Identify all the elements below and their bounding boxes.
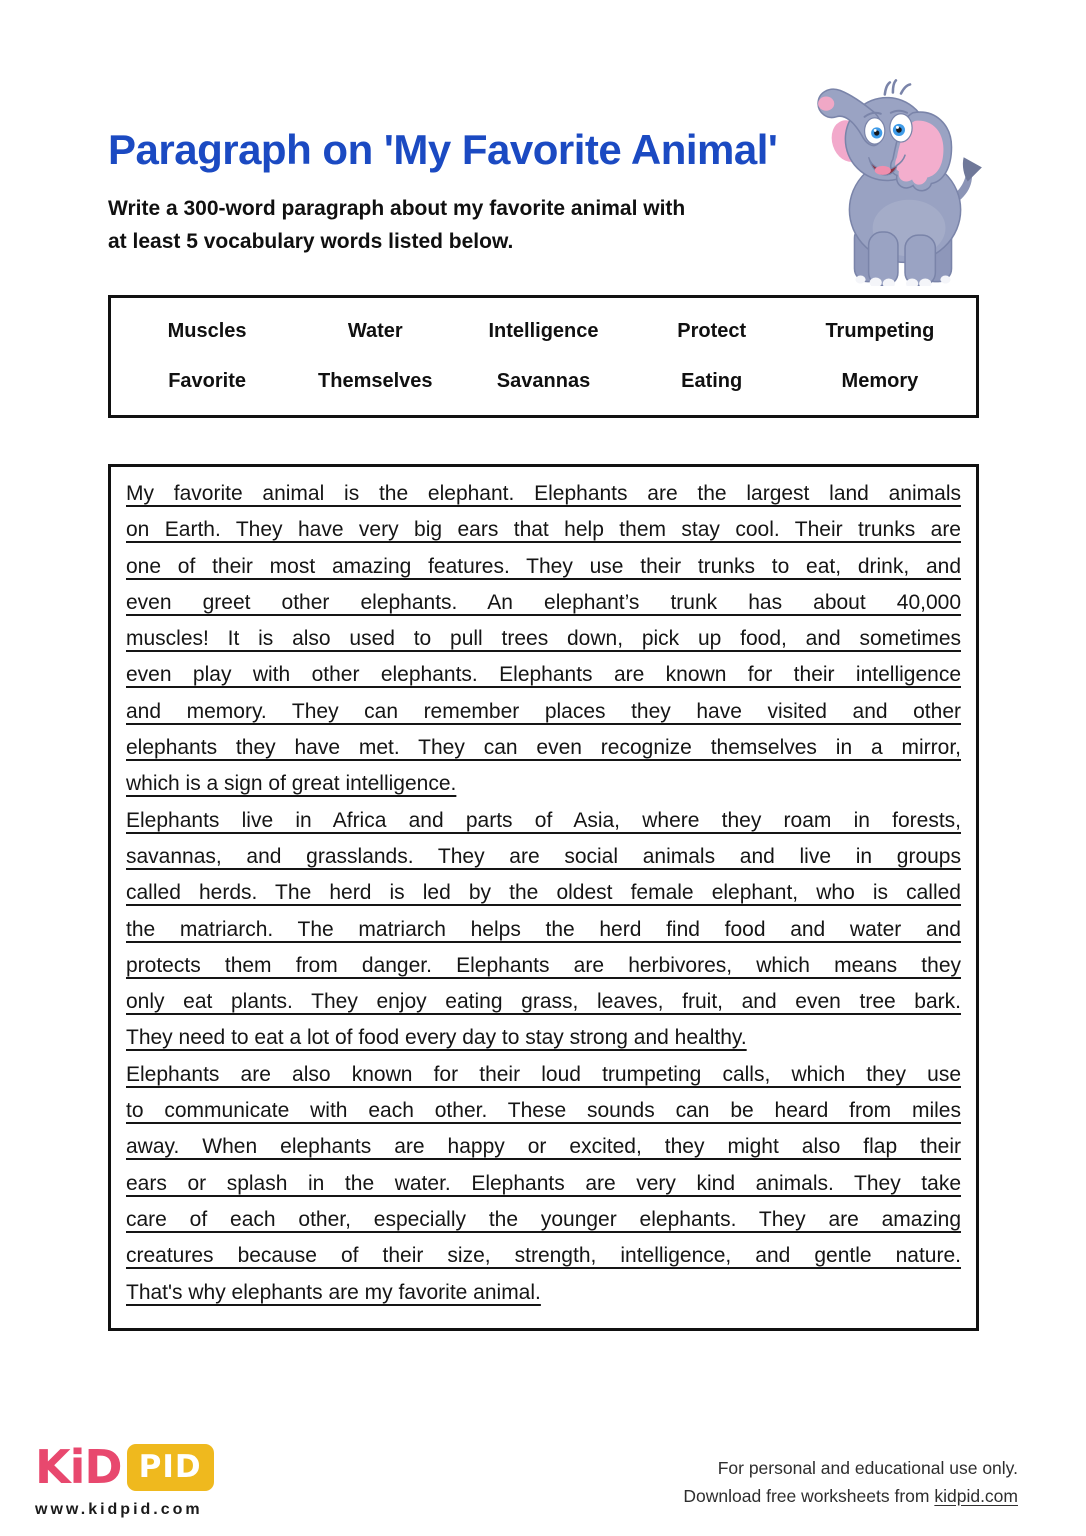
vocab-word-water: Water bbox=[347, 319, 403, 342]
page-title: Paragraph on 'My Favorite Animal' bbox=[108, 126, 778, 173]
essay-line: savannas, and grasslands. They are social animals and live in groups bbox=[126, 844, 961, 868]
instructions-line-1: Write a 300-word paragraph about my favorite animal with bbox=[108, 197, 686, 220]
kidpid-logo-pid-badge: PID bbox=[127, 1444, 214, 1491]
vocab-word-eating: Eating bbox=[681, 370, 743, 393]
essay-line: the matriarch. The matriarch helps the herd find food and water and bbox=[126, 917, 961, 941]
essay-line: on Earth. They have very big ears that help them stay cool. Their trunks are bbox=[126, 518, 961, 542]
kidpid-logo bbox=[35, 1440, 214, 1519]
essay-line: called herds. The herd is led by the oldest female elephant, who is called bbox=[126, 881, 961, 905]
vocab-word-muscles: Muscles bbox=[167, 319, 247, 342]
vocabulary-box bbox=[108, 295, 979, 418]
vocab-word-trumpeting: Trumpeting bbox=[825, 319, 935, 342]
essay-line: creatures because of their size, strength, intelligence, and gentle nature. bbox=[126, 1244, 961, 1268]
essay-line: even greet other elephants. An elephant’s trunk has about 40,000 bbox=[126, 590, 961, 614]
kidpid-logo-kid-text: KiD bbox=[35, 1440, 122, 1494]
elephant-illustration bbox=[812, 78, 994, 286]
essay-line: one of their most amazing features. They use their trunks to eat, drink, and bbox=[126, 554, 961, 578]
vocab-word-intelligence: Intelligence bbox=[488, 319, 599, 342]
footer-note-line-2 bbox=[683, 1482, 1018, 1510]
vocab-word-savannas: Savannas bbox=[496, 370, 591, 393]
essay-line-paragraph-end: That's why elephants are my favorite animal. bbox=[126, 1280, 541, 1304]
essay-line: ears or splash in the water. Elephants are very kind animals. They take bbox=[126, 1171, 961, 1195]
footer-note bbox=[683, 1454, 1018, 1510]
instructions-text bbox=[108, 192, 788, 258]
kidpid-logo-row bbox=[35, 1440, 214, 1494]
footer-note-line-2-prefix: Download free worksheets from bbox=[683, 1486, 935, 1506]
vocab-word-memory: Memory bbox=[841, 370, 919, 393]
essay-line: to communicate with each other. These sounds can be heard from miles bbox=[126, 1099, 961, 1123]
essay-line: care of each other, especially the younger elephants. They are amazing bbox=[126, 1207, 961, 1231]
essay-line: muscles! It is also used to pull trees down, pick up food, and sometimes bbox=[126, 627, 961, 651]
kidpid-logo-url: www.kidpid.com bbox=[35, 1501, 203, 1518]
essay-line: Elephants live in Africa and parts of Asia, where they roam in forests, bbox=[126, 808, 961, 832]
essay-line: even play with other elephants. Elephants are known for their intelligence bbox=[126, 663, 961, 687]
vocab-word-themselves: Themselves bbox=[318, 370, 433, 393]
essay-line: only eat plants. They enjoy eating grass, leaves, fruit, and even tree bark. bbox=[126, 990, 961, 1014]
kidpid-link[interactable]: kidpid.com bbox=[934, 1486, 1018, 1506]
essay-line-paragraph-end: which is a sign of great intelligence. bbox=[126, 772, 457, 796]
elephant-svg bbox=[812, 78, 994, 286]
essay-line-paragraph-end: They need to eat a lot of food every day to stay strong and healthy. bbox=[126, 1026, 747, 1050]
essay-line: Elephants are also known for their loud trumpeting calls, which they use bbox=[126, 1062, 961, 1086]
footer-note-line-1: For personal and educational use only. bbox=[717, 1458, 1018, 1478]
essay-line: protects them from danger. Elephants are herbivores, which means they bbox=[126, 953, 961, 977]
essay-line: elephants they have met. They can even recognize themselves in a mirror, bbox=[126, 736, 961, 760]
vocab-word-protect: Protect bbox=[677, 319, 747, 342]
essay-line: My favorite animal is the elephant. Elephants are the largest land animals bbox=[126, 482, 961, 505]
essay-box bbox=[108, 464, 979, 1331]
vocab-word-favorite: Favorite bbox=[168, 370, 246, 393]
instructions-line-2: at least 5 vocabulary words listed below. bbox=[108, 230, 514, 253]
essay-line: away. When elephants are happy or excited, they might also flap their bbox=[126, 1135, 961, 1159]
essay-line: and memory. They can remember places they have visited and other bbox=[126, 699, 961, 723]
